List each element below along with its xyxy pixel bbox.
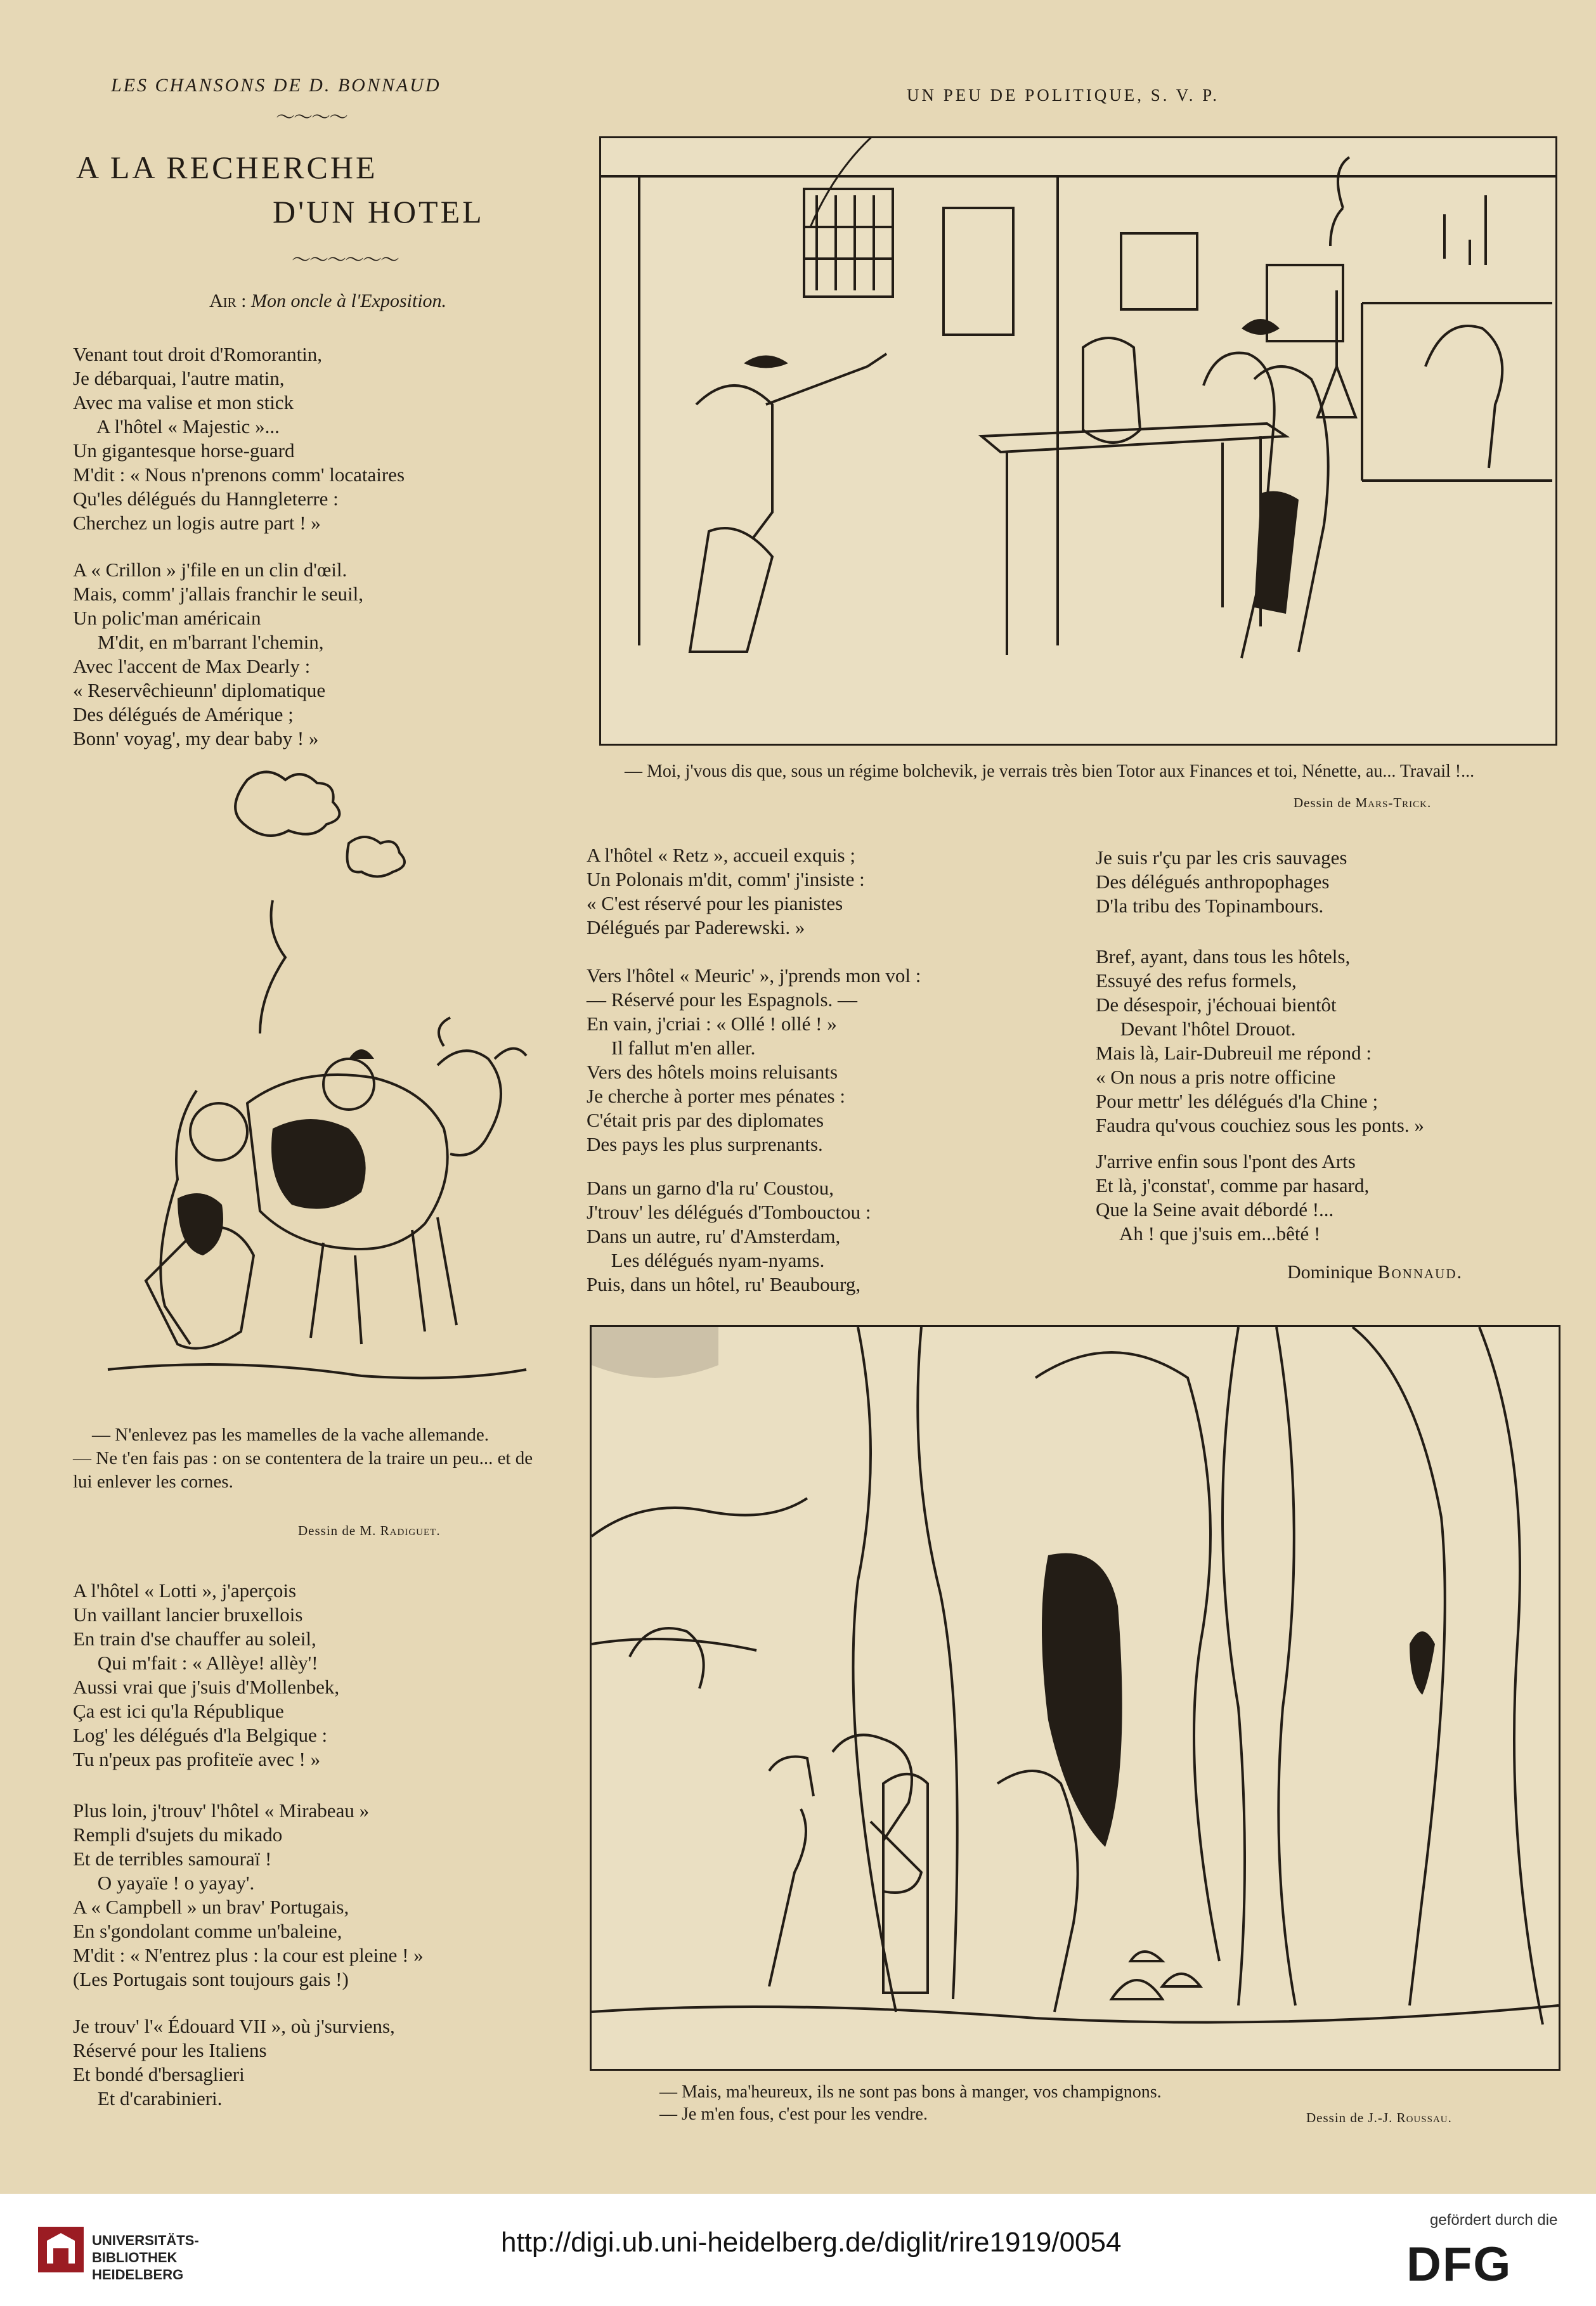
cow-cartoon-credit: [298, 1523, 441, 1539]
funding-note: gefördert durch die: [1430, 2212, 1558, 2229]
stanza-9: Je suis r'çu par les cris sauvages Des délégués anthropophages D'la tribu des Topinambours.: [1096, 846, 1347, 917]
credit-prefix: Dessin de: [1306, 2110, 1365, 2125]
stanza-2: A « Crillon » j'file en un clin d'œil. Mais, comm' j'allais franchir le seuil, Un polic'man américain M'dit, en m'barrant l'chemin, Avec l'accent de Max Dearly : « Reservêchieunn' diplomatique Des délégués de Amérique ; Bonn' voyag', my dear baby ! »: [73, 559, 363, 749]
credit-prefix: Dessin de: [298, 1523, 356, 1538]
credit-name: M. Radiguet.: [360, 1523, 441, 1538]
cow-cartoon-drawing: [82, 761, 552, 1395]
running-head-left: LES CHANSONS DE D. BONNAUD: [111, 75, 441, 96]
cafe-cartoon-caption: — Moi, j'vous dis que, sous un régime bolchevik, je verrais très bien Totor aux Finances et toi, Nénette, au... Travail !...: [625, 761, 1475, 781]
cow-cartoon-caption: — N'enlevez pas les mamelles de la vache allemande. — Ne t'en fais pas : on se contentera de la traire un peu... et de lui enlever les cornes.: [73, 1425, 533, 1492]
cafe-cartoon-credit: [1294, 795, 1431, 811]
credit-prefix: Dessin de: [1294, 795, 1352, 810]
dfg-logo: DFG: [1406, 2238, 1512, 2291]
uni-line1: UNIVERSITÄTS-: [92, 2232, 199, 2248]
digitization-footer: [0, 2194, 1596, 2306]
stanza-4: Plus loin, j'trouv' l'hôtel « Mirabeau » Rempli d'sujets du mikado Et de terribles samouraï ! O yayaïe ! o yayay'. A « Campbell » un brav' Portugais, En s'gondolant comme un'baleine, M'dit : « N'entrez plus : la cour est pleine ! » (Les Portugais sont toujours gais !): [73, 1799, 424, 1990]
air-label: Air :: [209, 290, 247, 311]
stanza-11: J'arrive enfin sous l'pont des Arts Et là, j'constat', comme par hasard, Que la Seine avait débordé !... Ah ! que j'suis em...bêté !: [1096, 1150, 1370, 1245]
air-title: Mon oncle à l'Exposition.: [251, 290, 447, 311]
cafe-cartoon: [599, 136, 1557, 746]
mushroom-cartoon-caption-2: — Je m'en fous, c'est pour les vendre.: [659, 2104, 928, 2124]
ornament-divider: 〜〜〜〜: [276, 107, 347, 128]
author-signature: [1287, 1262, 1463, 1283]
mushroom-cartoon: [590, 1325, 1560, 2071]
ornament-divider-2: 〜〜〜〜〜〜: [292, 250, 398, 271]
song-title-line2: D'UN HOTEL: [273, 194, 484, 230]
stanza-6: A l'hôtel « Retz », accueil exquis ; Un Polonais m'dit, comm' j'insiste : « C'est réservé pour les pianistes Délégués par Paderewski. »: [587, 844, 865, 938]
mushroom-cartoon-credit: [1306, 2110, 1452, 2126]
credit-name: J.-J. Roussau.: [1368, 2110, 1452, 2125]
university-logo-icon: [38, 2227, 84, 2272]
song-air: [209, 290, 446, 312]
cow-cartoon: [82, 761, 552, 1395]
cafe-cartoon-drawing: [601, 138, 1555, 744]
mushroom-cartoon-drawing: [592, 1327, 1559, 2069]
uni-line3: HEIDELBERG: [92, 2267, 184, 2283]
stanza-3: A l'hôtel « Lotti », j'aperçois Un vaillant lancier bruxellois En train d'se chauffer au soleil, Qui m'fait : « Allèye! allèy'! Aussi vrai que j'suis d'Mollenbek, Ça est ici qu'la République Log' les délégués d'la Belgique : Tu n'peux pas profiteïe avec ! »: [73, 1579, 340, 1770]
author-first-name: Dominique: [1287, 1262, 1373, 1283]
permalink-url[interactable]: http://digi.ub.uni-heidelberg.de/diglit/rire1919/0054: [501, 2227, 1122, 2258]
stanza-7: Vers l'hôtel « Meuric' », j'prends mon vol : — Réservé pour les Espagnols. — En vain, j'criai : « Ollé ! ollé ! » Il fallut m'en aller. Vers des hôtels moins reluisants Je cherche à porter mes pénates : C'était pris par des diplomates Des pays les plus surprenants.: [587, 964, 921, 1155]
stanza-8: Dans un garno d'la ru' Coustou, J'trouv' les délégués d'Tombouctou : Dans un autre, ru' d'Amsterdam, Les délégués nyam-nyams. Puis, dans un hôtel, ru' Beaubourg,: [587, 1177, 871, 1295]
stanza-5: Je trouv' l'« Édouard VII », où j'surviens, Réservé pour les Italiens Et bondé d'bersaglieri Et d'carabinieri.: [73, 2015, 395, 2109]
stanza-1: Venant tout droit d'Romorantin, Je débarquai, l'autre matin, Avec ma valise et mon stick A l'hôtel « Majestic »... Un gigantesque horse-guard M'dit : « Nous n'prenons comm' locataires Qu'les délégués du Hanngleterre : Cherchez un logis autre part ! »: [73, 343, 405, 534]
credit-name: Mars-Trick.: [1355, 795, 1432, 810]
song-title-line1: A LA RECHERCHE: [76, 150, 378, 185]
mushroom-cartoon-caption-1: — Mais, ma'heureux, ils ne sont pas bons à manger, vos champignons.: [659, 2082, 1162, 2102]
author-last-name: Bonnaud.: [1377, 1262, 1463, 1283]
uni-line2: BIBLIOTHEK: [92, 2250, 178, 2265]
running-head-right: UN PEU DE POLITIQUE, S. V. P.: [907, 86, 1220, 105]
stanza-10: Bref, ayant, dans tous les hôtels, Essuyé des refus formels, De désespoir, j'échouai bientôt Devant l'hôtel Drouot. Mais là, Lair-Dubreuil me répond : « On nous a pris notre officine Pour mettr' les délégués d'la Chine ; Faudra qu'vous couchiez sous les ponts. »: [1096, 945, 1424, 1136]
university-name: [92, 2232, 199, 2283]
